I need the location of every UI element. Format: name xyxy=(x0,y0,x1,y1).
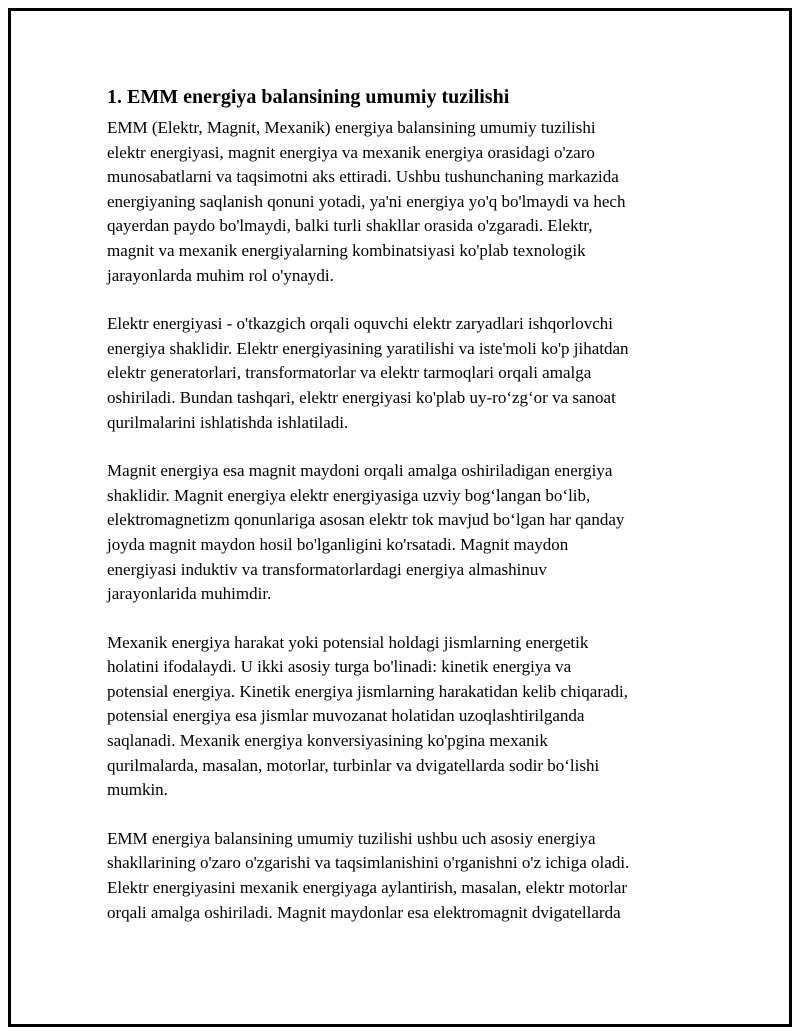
text-line: elektromagnetizm qonunlariga asosan elektr tok mavjud bo‘lgan har qanday xyxy=(107,510,625,530)
paragraph-magnetic-energy xyxy=(107,459,707,607)
text-line: munosabatlarni va taqsimotni aks ettiradi. Ushbu tushunchaning markazida xyxy=(107,167,619,187)
text-line: energiya shaklidir. Elektr energiyasining yaratilishi va iste'moli ko'p jihatdan xyxy=(107,338,629,358)
text-line: saqlanadi. Mexanik energiya konversiyasining ko'pgina mexanik xyxy=(107,731,548,751)
text-line: jarayonlarida muhimdir. xyxy=(107,584,272,604)
text-line: energiyaning saqlanish qonuni yotadi, ya'ni energiya yo'q bo'lmaydi va hech xyxy=(107,191,626,211)
text-line: Magnit energiya esa magnit maydoni orqali amalga oshiriladigan energiya xyxy=(107,461,613,481)
text-line: potensial energiya esa jismlar muvozanat holatidan uzoqlashtirilganda xyxy=(107,706,585,726)
text-line: qayerdan paydo bo'lmaydi, balki turli shakllar orasida o'zgaradi. Elektr, xyxy=(107,216,593,236)
paragraph-emm-summary xyxy=(107,827,707,925)
text-line: magnit va mexanik energiyalarning kombinatsiyasi ko'plab texnologik xyxy=(107,240,586,260)
text-line: qurilmalarda, masalan, motorlar, turbinlar va dvigatellarda sodir bo‘lishi xyxy=(107,755,600,775)
text-line: jarayonlarda muhim rol o'ynaydi. xyxy=(107,265,334,285)
paragraph-mechanical-energy xyxy=(107,631,707,803)
text-line: shaklidir. Magnit energiya elektr energiyasiga uzviy bog‘langan bo‘lib, xyxy=(107,485,591,505)
text-line: orqali amalga oshiriladi. Magnit maydonlar esa elektromagnit dvigatellarda xyxy=(107,902,621,922)
paragraph-emm-overview xyxy=(107,116,707,288)
text-line: oshiriladi. Bundan tashqari, elektr energiyasi ko'plab uy-ro‘zg‘or va sanoat xyxy=(107,387,616,407)
text-line: elektr energiyasi, magnit energiya va mexanik energiya orasidagi o'zaro xyxy=(107,142,595,162)
text-line: elektr generatorlari, transformatorlar va elektr tarmoqlari orqali amalga xyxy=(107,363,592,383)
text-line: energiyasi induktiv va transformatorlardagi energiya almashinuv xyxy=(107,559,547,579)
text-line: joyda magnit maydon hosil bo'lganligini ko'rsatadi. Magnit maydon xyxy=(107,534,569,554)
text-line: Elektr energiyasi - o'tkazgich orqali oquvchi elektr zaryadlari ishqorlovchi xyxy=(107,314,613,334)
text-line: Elektr energiyasini mexanik energiyaga aylantirish, masalan, elektr motorlar xyxy=(107,878,628,898)
text-line: potensial energiya. Kinetik energiya jismlarning harakatidan kelib chiqaradi, xyxy=(107,681,629,701)
text-line: EMM energiya balansining umumiy tuzilishi ushbu uch asosiy energiya xyxy=(107,828,596,848)
text-line: shakllarining o'zaro o'zgarishi va taqsimlanishini o'rganishni o'z ichiga oladi. xyxy=(107,853,630,873)
section-heading: 1. EMM energiya balansining umumiy tuzilishi xyxy=(107,86,510,108)
text-line: Mexanik energiya harakat yoki potensial holdagi jismlarning energetik xyxy=(107,632,589,652)
text-line: EMM (Elektr, Magnit, Mexanik) energiya balansining umumiy tuzilishi xyxy=(107,118,596,137)
document-body xyxy=(107,84,707,949)
text-line: holatini ifodalaydi. U ikki asosiy turga bo'linadi: kinetik energiya va xyxy=(107,657,572,677)
text-line: mumkin. xyxy=(107,780,168,800)
text-line: qurilmalarini ishlatishda ishlatiladi. xyxy=(107,412,349,432)
paragraph-electric-energy xyxy=(107,312,707,435)
